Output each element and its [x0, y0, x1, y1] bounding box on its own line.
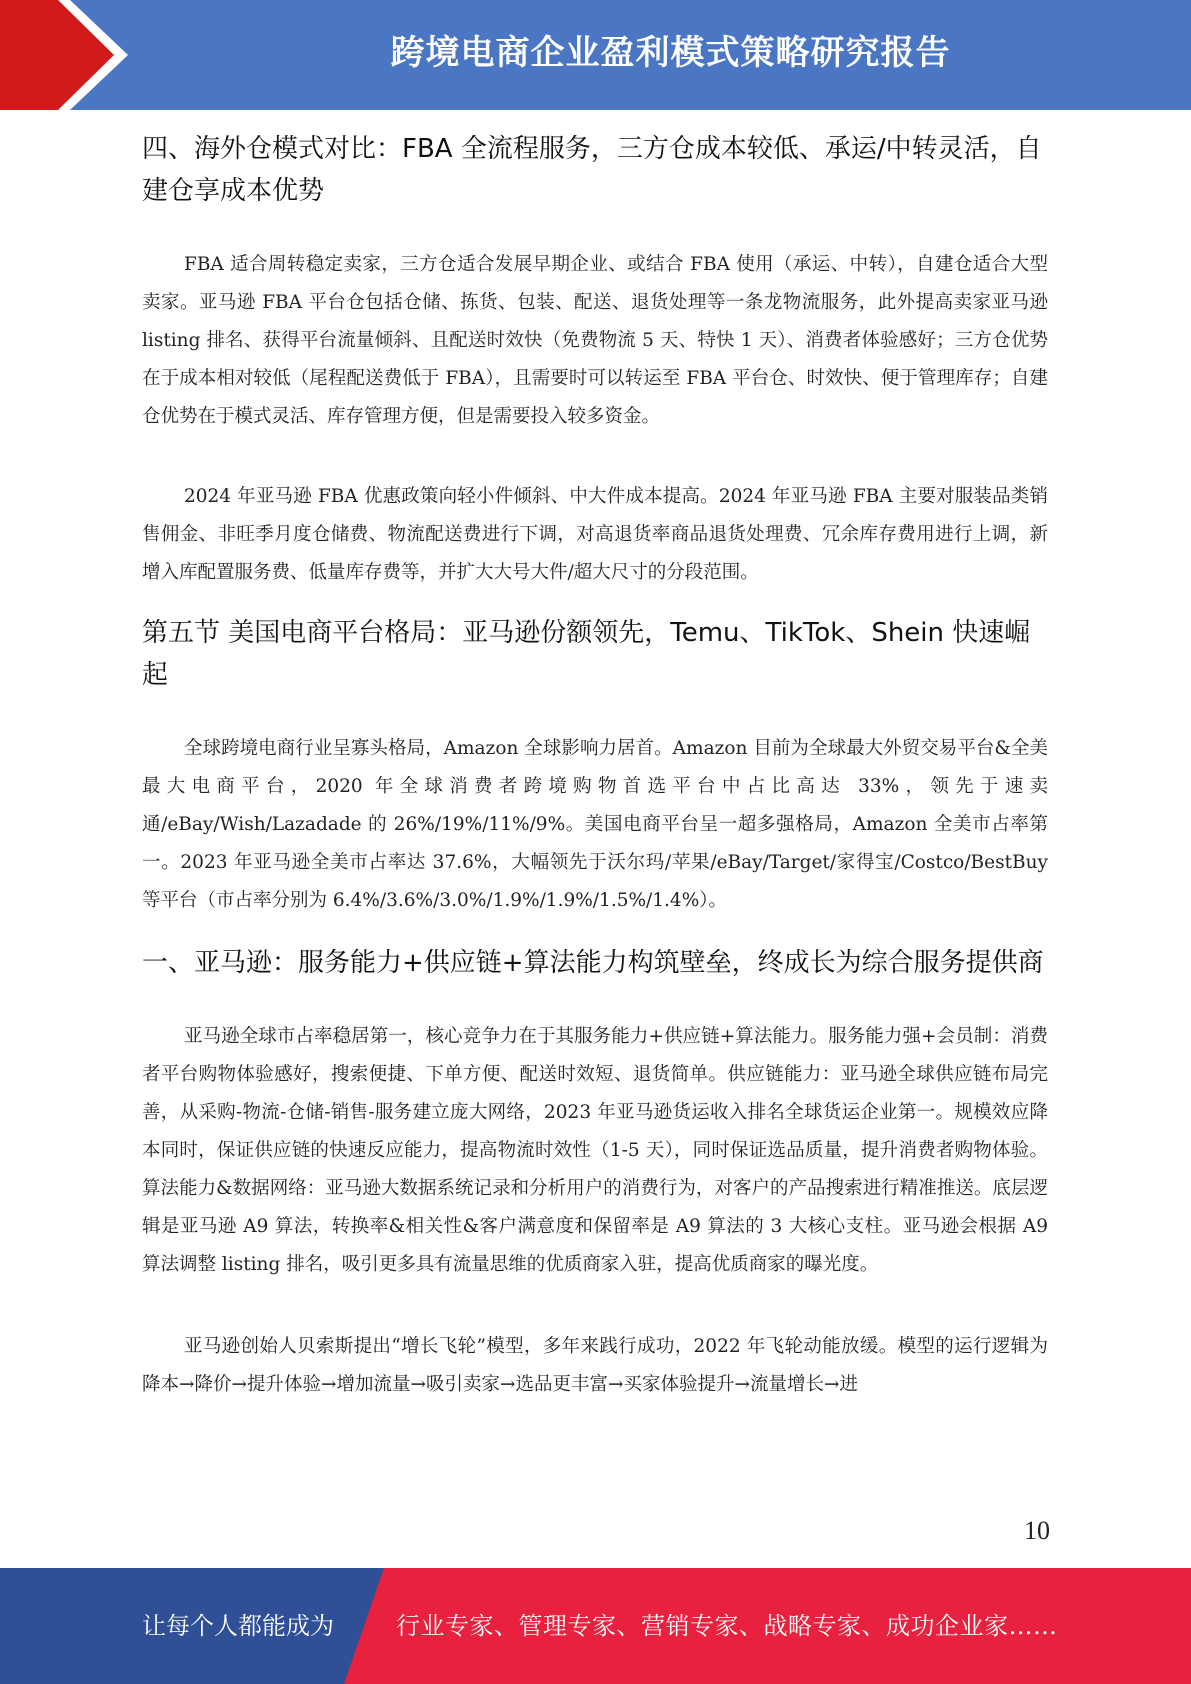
page-header — [0, 0, 1191, 110]
section-heading: 四、海外仓模式对比：FBA 全流程服务，三方仓成本较低、承运/中转灵活，自建仓享成本优势 — [142, 134, 1042, 206]
page-content — [142, 128, 1048, 1404]
report-title: 跨境电商企业盈利模式策略研究报告 — [390, 33, 951, 73]
body-paragraph: FBA 适合周转稳定卖家，三方仓适合发展早期企业、或结合 FBA 使用（承运、中转），自建仓适合大型卖家。亚马逊 FBA 平台仓包括仓储、拣货、包装、配送、退货处理等一条龙物流服务，此外提高卖家亚马逊 listing 排名、获得平台流量倾斜、且配送时效快（免费物流 5 天、特快 1 天）、消费者体验感好；三方仓优势在于成本相对较低（尾程配送费低于 FBA），且需要时可以转运至 FBA 平台仓、时效快、便于管理库存；自建仓优势在于模式灵活、库存管理方便，但是需要投入较多资金。 — [142, 254, 1048, 427]
body-paragraph: 亚马逊创始人贝索斯提出“增长飞轮”模型，多年来践行成功，2022 年飞轮动能放缓。模型的运行逻辑为降本→降价→提升体验→增加流量→吸引卖家→选品更丰富→买家体验提升→流量增长→进 — [142, 1336, 1048, 1395]
section-heading: 一、亚马逊：服务能力+供应链+算法能力构筑壁垒，终成长为综合服务提供商 — [142, 948, 1044, 978]
page-footer — [0, 1568, 1191, 1684]
body-paragraph: 亚马逊全球市占率稳居第一，核心竞争力在于其服务能力+供应链+算法能力。服务能力强+会员制：消费者平台购物体验感好，搜索便捷、下单方便、配送时效短、退货简单。供应链能力：亚马逊全球供应链布局完善，从采购-物流-仓储-销售-服务建立庞大网络，2023 年亚马逊货运收入排名全球货运企业第一。规模效应降本同时，保证供应链的快速反应能力，提高物流时效性（1-5 天），同时保证选品质量，提升消费者购物体验。算法能力&数据网络：亚马逊大数据系统记录和分析用户的消费行为，对客户的产品搜索进行精准推送。底层逻辑是亚马逊 A9 算法，转换率&相关性&客户满意度和保留率是 A9 算法的 3 大核心支柱。亚马逊会根据 A9 算法调整 listing 排名，吸引更多具有流量思维的优质商家入驻，提高优质商家的曝光度。 — [142, 1026, 1048, 1275]
body-paragraph: 2024 年亚马逊 FBA 优惠政策向轻小件倾斜、中大件成本提高。2024 年亚马逊 FBA 主要对服装品类销售佣金、非旺季月度仓储费、物流配送费进行下调，对高退货率商品退货处理费、冗余库存费用进行上调，新增入库配置服务费、低量库存费等，并扩大大号大件/超大尺寸的分段范围。 — [142, 486, 1048, 583]
page-number: 10 — [1024, 1516, 1050, 1545]
footer-slogan-left: 让每个人都能成为 — [142, 1612, 334, 1640]
body-paragraph: 全球跨境电商行业呈寡头格局，Amazon 全球影响力居首。Amazon 目前为全球最大外贸交易平台&全美最大电商平台，2020 年全球消费者跨境购物首选平台中占比高达 33%，领先于速卖通/eBay/Wish/Lazadade 的 26%/19%/11%/9%。美国电商平台呈一超多强格局，Amazon 全美市占率第一。2023 年亚马逊全美市占率达 37.6%，大幅领先于沃尔玛/苹果/eBay/Target/家得宝/Costco/BestBuy 等平台（市占率分别为 6.4%/3.6%/3.0%/1.9%/1.9%/1.5%/1.4%）。 — [142, 738, 1048, 911]
section-heading: 第五节 美国电商平台格局：亚马逊份额领先，Temu、TikTok、Shein 快速崛起 — [142, 618, 1031, 690]
footer-slogan-right: 行业专家、管理专家、营销专家、战略专家、成功企业家…… — [396, 1612, 1058, 1640]
